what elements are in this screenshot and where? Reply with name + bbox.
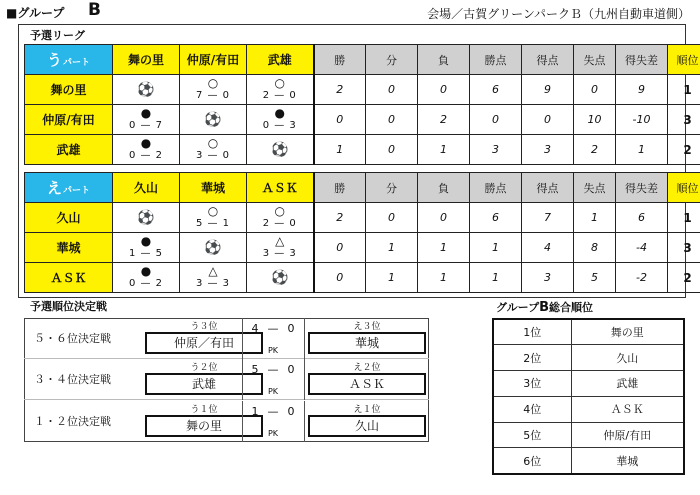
self-match-cell	[247, 135, 314, 165]
overall-row	[493, 345, 684, 371]
stat-value: 10	[574, 105, 616, 135]
stat-value: 2	[314, 203, 366, 233]
result-symbol: ●	[140, 234, 152, 248]
finals-label: 予選順位決定戦	[30, 300, 107, 313]
stat-value: 1	[574, 203, 616, 233]
overall-row	[493, 396, 684, 422]
self-match-cell	[180, 105, 247, 135]
overall-position: 4位	[493, 396, 571, 422]
result-symbol: ●	[140, 106, 152, 120]
overall-standings-table	[492, 318, 685, 475]
stat-value: 9	[616, 75, 668, 105]
column-team-header: ＡＳＫ	[247, 173, 314, 203]
overall-position: 2位	[493, 345, 571, 371]
overall-row	[493, 319, 684, 345]
stat-value: 0	[418, 75, 470, 105]
stat-value: 8	[574, 233, 616, 263]
score-dash: —	[267, 363, 279, 377]
stat-value: 1	[418, 135, 470, 165]
soccer-ball-icon: ⚽	[271, 141, 289, 158]
row-team-name: ＡＳＫ	[25, 263, 113, 293]
score-divider	[304, 318, 305, 359]
left-seed-label: う３位	[190, 322, 218, 332]
stat-value: -2	[616, 263, 668, 293]
soccer-ball-icon: ⚽	[271, 269, 289, 286]
rank-value: 2	[668, 263, 700, 293]
rank-value: 1	[668, 75, 700, 105]
stat-header: 勝	[314, 173, 366, 203]
stat-header: 勝	[314, 45, 366, 75]
stat-value: 0	[366, 135, 418, 165]
right-score: 0	[287, 322, 295, 335]
final-match-row	[24, 401, 429, 442]
stat-value: 1	[366, 233, 418, 263]
overall-position: 3位	[493, 371, 571, 397]
stat-value: 6	[470, 203, 522, 233]
soccer-ball-icon: ⚽	[137, 81, 155, 98]
overall-title-suffix: 総合順位	[549, 301, 594, 314]
final-match-name: ５・６位決定戦	[34, 332, 111, 345]
rank-value: 2	[668, 135, 700, 165]
league-label: 予選リーグ	[30, 29, 85, 42]
match-score: 1 — 5	[128, 248, 164, 259]
stat-value: 0	[366, 203, 418, 233]
stat-header: 失点	[574, 173, 616, 203]
overall-team: ＡＳＫ	[571, 396, 684, 422]
soccer-ball-icon: ⚽	[204, 239, 222, 256]
stat-value: 7	[522, 203, 574, 233]
right-seed-label: え１位	[353, 404, 381, 415]
stat-header: 得失差	[616, 173, 668, 203]
pool-header-row	[25, 45, 700, 75]
overall-row	[493, 448, 684, 474]
overall-row	[493, 422, 684, 448]
stat-header: 得点	[522, 45, 574, 75]
self-match-cell	[180, 233, 247, 263]
stat-value: 0	[418, 203, 470, 233]
right-team-box: 華城	[308, 332, 426, 354]
match-score: 3 — 0	[195, 150, 231, 161]
score-divider	[242, 359, 243, 400]
self-match-cell	[113, 203, 180, 233]
match-result-cell	[247, 105, 314, 135]
stat-value: 1	[470, 263, 522, 293]
pool-name: え	[46, 179, 62, 197]
left-score: 5	[251, 363, 259, 377]
stat-value: 0	[314, 233, 366, 263]
row-team-name: 華城	[25, 233, 113, 263]
column-team-header: 仲原/有田	[180, 45, 247, 75]
stat-header: 負	[418, 173, 470, 203]
pool-table-u	[24, 44, 700, 165]
pool-row	[25, 135, 700, 165]
stat-value: 0	[366, 105, 418, 135]
soccer-ball-icon: ⚽	[137, 209, 155, 226]
pk-label: PK	[267, 428, 279, 438]
rank-value: 3	[668, 233, 700, 263]
score-dash: —	[267, 322, 279, 335]
match-score: 0 — 3	[262, 120, 297, 131]
rank-header: 順位	[668, 45, 700, 75]
stat-header: 勝点	[470, 173, 522, 203]
overall-title-prefix: グループ	[496, 301, 540, 314]
stat-value: 1	[418, 263, 470, 293]
stat-header: 分	[366, 45, 418, 75]
group-letter: B	[88, 0, 101, 20]
match-result-cell	[247, 233, 314, 263]
overall-team: 久山	[571, 345, 684, 371]
result-symbol: ●	[140, 264, 152, 278]
stat-value: 6	[616, 203, 668, 233]
overall-position: 1位	[493, 319, 571, 345]
final-match-name: １・２位決定戦	[34, 414, 111, 428]
right-score: 0	[287, 404, 295, 418]
stat-header: 勝点	[470, 45, 522, 75]
overall-row	[493, 371, 684, 397]
right-team-box: 久山	[308, 415, 426, 437]
final-match-row	[24, 359, 429, 400]
score-divider	[242, 401, 243, 442]
pool-label	[25, 173, 113, 203]
result-symbol: ○	[274, 204, 285, 218]
column-team-header: 久山	[113, 173, 180, 203]
result-symbol: ●	[140, 136, 152, 150]
overall-position: 5位	[493, 422, 571, 448]
match-score: 0 — 2	[128, 278, 164, 289]
column-team-header: 舞の里	[113, 45, 180, 75]
result-symbol: △	[275, 234, 285, 248]
result-symbol: ○	[207, 204, 219, 218]
pool-header-row	[25, 173, 700, 203]
stat-value: 3	[522, 135, 574, 165]
stat-header: 負	[418, 45, 470, 75]
soccer-ball-icon: ⚽	[204, 111, 222, 128]
match-result-cell	[180, 203, 247, 233]
rank-header: 順位	[668, 173, 700, 203]
stat-value: 4	[522, 233, 574, 263]
final-match-name: ３・４位決定戦	[34, 373, 111, 387]
score-divider	[242, 318, 243, 359]
stat-value: 1	[616, 135, 668, 165]
pool-label	[25, 45, 113, 75]
overall-team: 仲原/有田	[571, 422, 684, 448]
stat-value: 0	[314, 105, 366, 135]
stat-value: 2	[418, 105, 470, 135]
stat-header: 得点	[522, 173, 574, 203]
match-score: 0 — 7	[128, 120, 164, 131]
match-result-cell	[113, 135, 180, 165]
pool-row	[25, 263, 700, 293]
right-seed-label: え３位	[353, 322, 381, 332]
rank-value: 1	[668, 203, 700, 233]
stat-value: 1	[366, 263, 418, 293]
pool-suffix: パート	[63, 186, 91, 196]
right-score: 0	[287, 363, 295, 377]
match-score: 2 — 0	[262, 90, 297, 101]
group-label: ■グループ	[6, 6, 65, 20]
pool-name: う	[46, 51, 62, 69]
score-dash: —	[267, 404, 279, 418]
left-score: 1	[251, 404, 259, 418]
result-symbol: ○	[274, 76, 285, 90]
result-symbol: ●	[274, 106, 285, 120]
pool-row	[25, 233, 700, 263]
stat-value: 2	[574, 135, 616, 165]
pool-row	[25, 203, 700, 233]
score-divider	[304, 359, 305, 400]
match-score: 3 — 3	[262, 248, 297, 259]
left-score: 4	[251, 322, 259, 335]
stat-header: 失点	[574, 45, 616, 75]
self-match-cell	[247, 263, 314, 293]
pool-row	[25, 75, 700, 105]
match-result-cell	[180, 75, 247, 105]
result-symbol: ○	[207, 136, 219, 150]
match-result-cell	[113, 263, 180, 293]
column-team-header: 華城	[180, 173, 247, 203]
stat-value: 1	[314, 135, 366, 165]
result-symbol: △	[208, 264, 218, 278]
score-divider	[304, 401, 305, 442]
overall-position: 6位	[493, 448, 571, 474]
match-score: 3 — 3	[195, 278, 231, 289]
result-symbol: ○	[207, 76, 219, 90]
overall-title	[496, 299, 593, 315]
match-result-cell	[247, 203, 314, 233]
right-team-box: ＡＳＫ	[308, 373, 426, 395]
left-team-box: 舞の里	[145, 415, 263, 437]
stat-value: 3	[522, 263, 574, 293]
self-match-cell	[113, 75, 180, 105]
match-result-cell	[113, 233, 180, 263]
pk-label: PK	[267, 346, 279, 355]
match-result-cell	[180, 263, 247, 293]
row-team-name: 仲原/有田	[25, 105, 113, 135]
pool-suffix: パート	[63, 58, 91, 68]
stat-value: 1	[418, 233, 470, 263]
stat-value: 0	[366, 75, 418, 105]
stat-value: 9	[522, 75, 574, 105]
stat-value: 0	[522, 105, 574, 135]
row-team-name: 久山	[25, 203, 113, 233]
overall-team: 華城	[571, 448, 684, 474]
left-seed-label: う２位	[190, 363, 218, 374]
right-seed-label: え２位	[353, 363, 381, 374]
stat-value: 2	[314, 75, 366, 105]
pool-row	[25, 105, 700, 135]
stat-value: 0	[574, 75, 616, 105]
column-team-header: 武雄	[247, 45, 314, 75]
stat-value: 1	[470, 233, 522, 263]
stat-value: 0	[314, 263, 366, 293]
stat-value: 5	[574, 263, 616, 293]
pk-label: PK	[267, 387, 279, 397]
rank-value: 3	[668, 105, 700, 135]
stat-value: 6	[470, 75, 522, 105]
match-result-cell	[113, 105, 180, 135]
pool-table-e	[24, 172, 700, 293]
match-score: 0 — 2	[128, 150, 164, 161]
row-team-name: 舞の里	[25, 75, 113, 105]
venue-label: 会場／古賀グリーンパークＢ（九州自動車道側）	[427, 7, 690, 21]
match-score: 2 — 0	[262, 218, 297, 229]
match-result-cell	[180, 135, 247, 165]
left-team-box: 武雄	[145, 373, 263, 395]
match-score: 5 — 1	[195, 218, 231, 229]
left-seed-label: う１位	[190, 404, 218, 415]
left-team-box: 仲原／有田	[145, 332, 263, 354]
match-result-cell	[247, 75, 314, 105]
stat-value: 3	[470, 135, 522, 165]
stat-value: -10	[616, 105, 668, 135]
stat-header: 分	[366, 173, 418, 203]
stat-header: 得失差	[616, 45, 668, 75]
stat-value: 0	[470, 105, 522, 135]
stat-value: -4	[616, 233, 668, 263]
overall-team: 舞の里	[571, 319, 684, 345]
match-score: 7 — 0	[195, 90, 231, 101]
overall-title-letter: B	[539, 300, 550, 315]
overall-team: 武雄	[571, 371, 684, 397]
row-team-name: 武雄	[25, 135, 113, 165]
final-match-row	[24, 318, 429, 359]
